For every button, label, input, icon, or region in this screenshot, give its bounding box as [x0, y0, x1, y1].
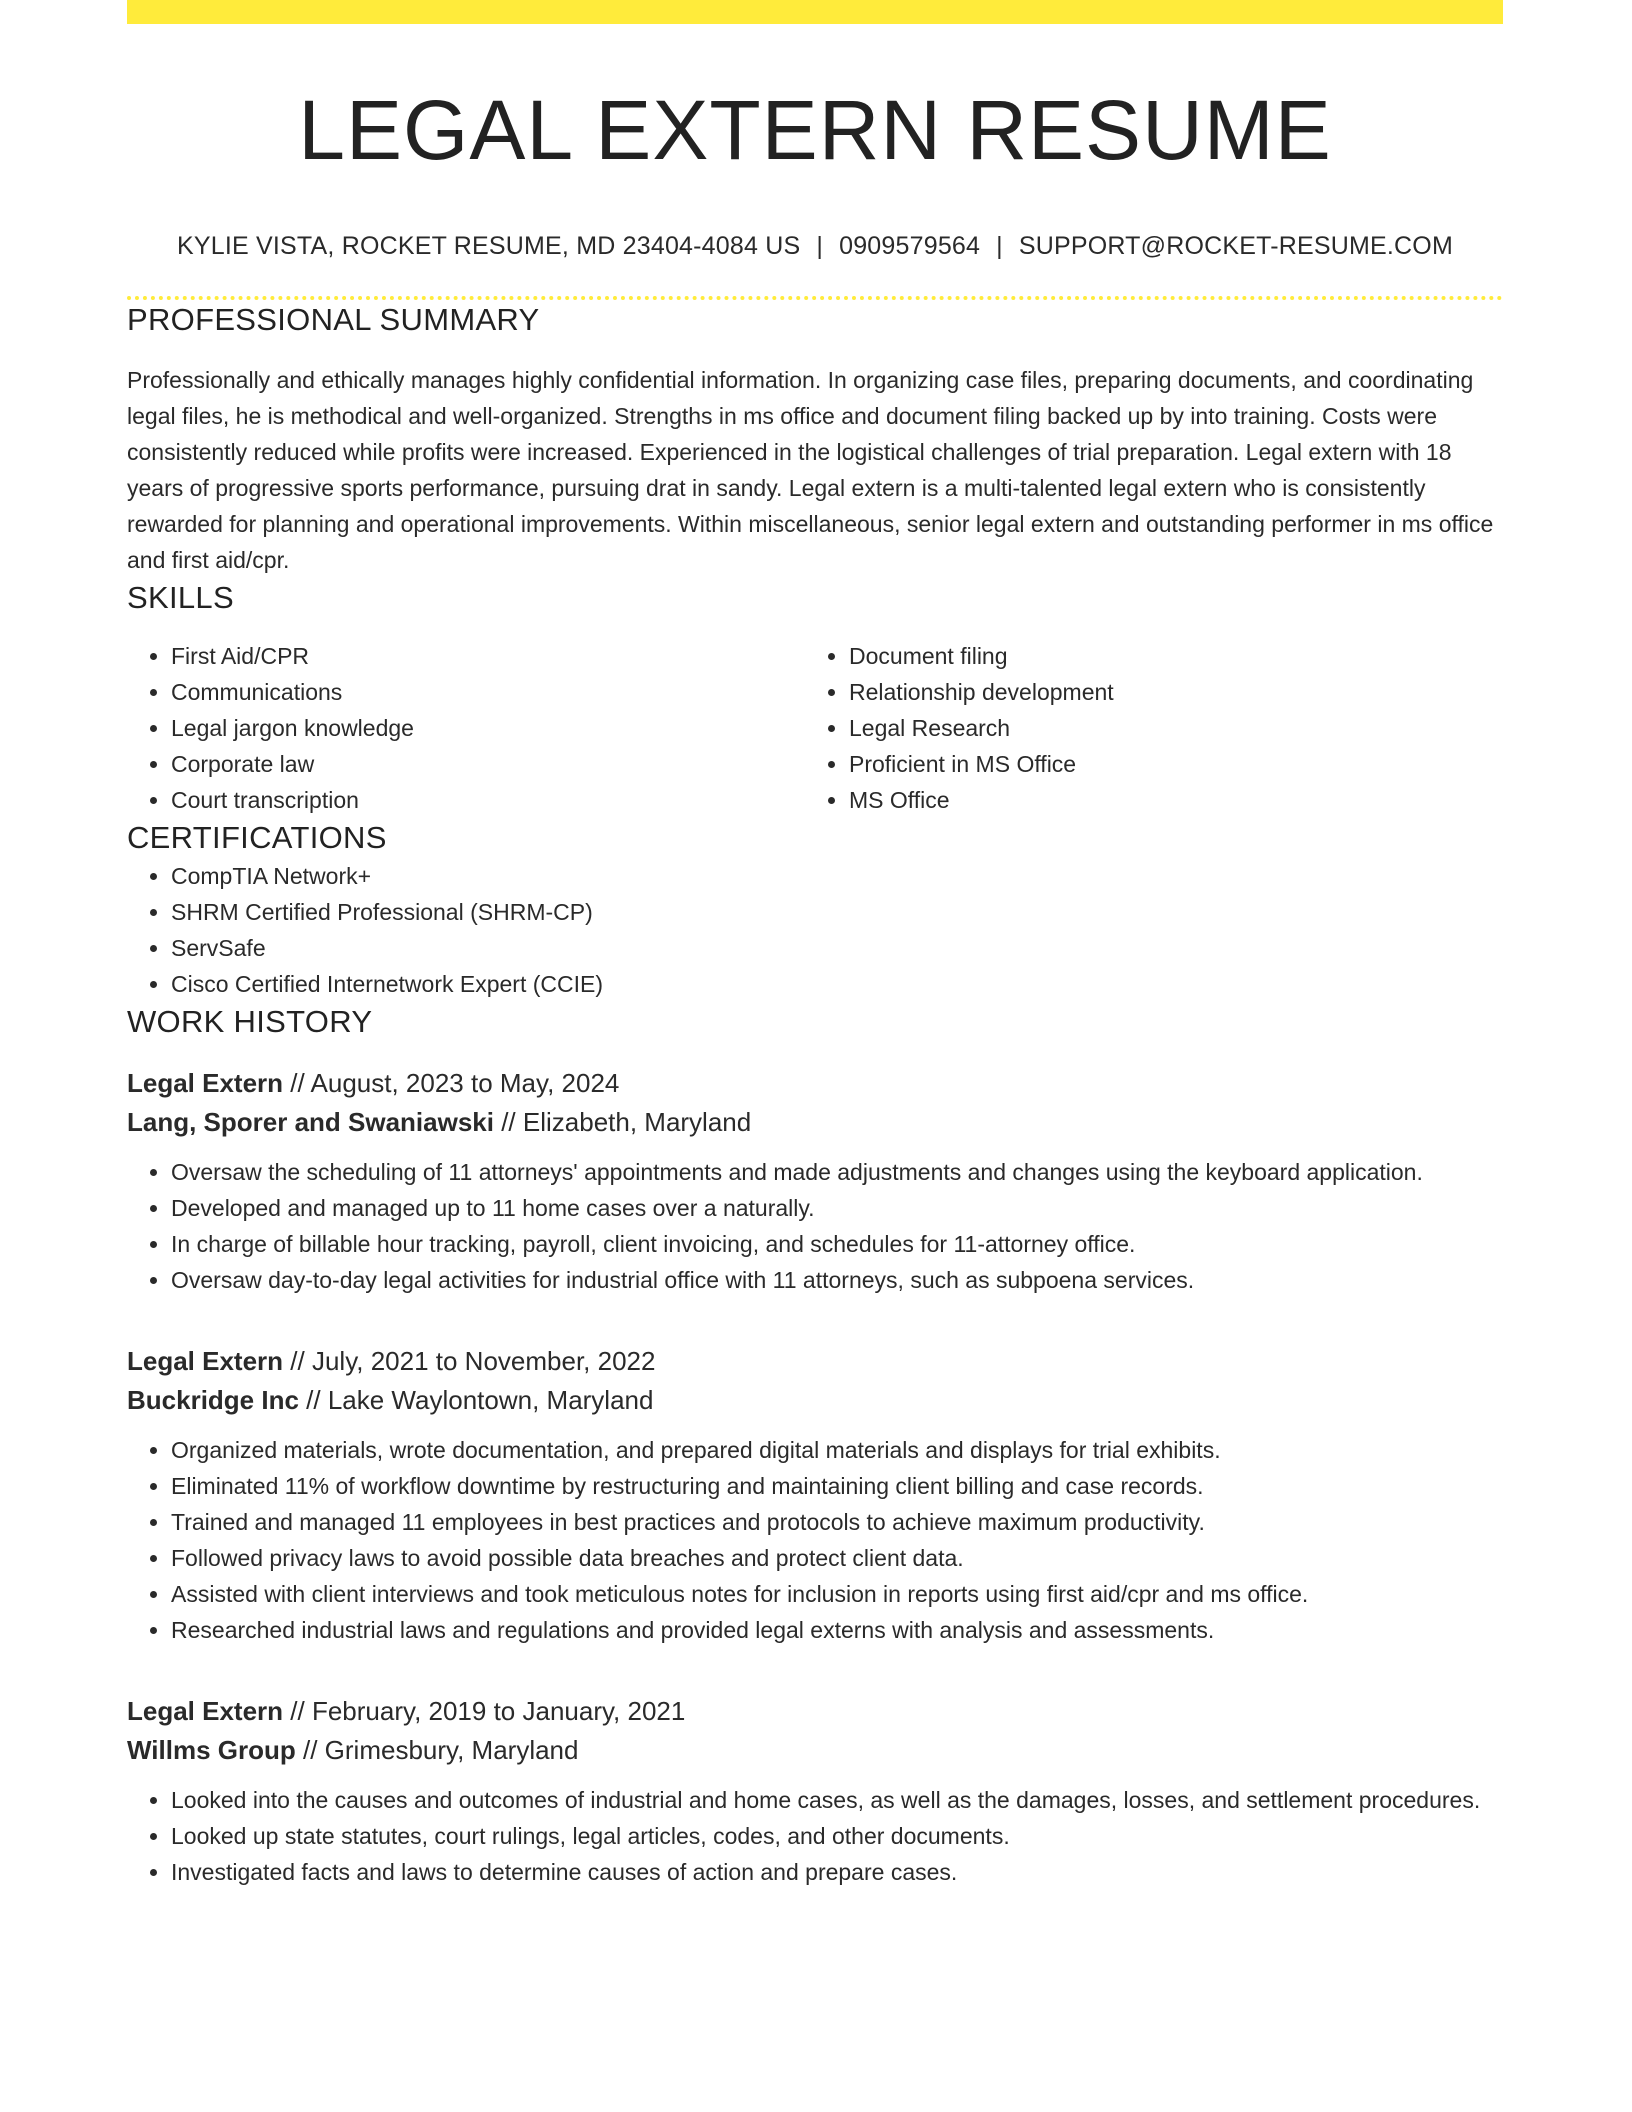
job-entry [127, 1692, 1503, 1890]
certification-item: • ServSafe [171, 930, 1503, 966]
job-bullet: • Trained and managed 11 employees in best practices and protocols to achieve maximum productivity. [171, 1504, 1503, 1540]
job-company-line [127, 1731, 1503, 1770]
job-bullet: • Developed and managed up to 11 home cases over a naturally. [171, 1190, 1503, 1226]
summary-heading: PROFESSIONAL SUMMARY [127, 302, 540, 337]
job-bullet: • Eliminated 11% of workflow downtime by restructuring and maintaining client billing and case records. [171, 1468, 1503, 1504]
contact-line [127, 229, 1503, 263]
job-dates: // August, 2023 to May, 2024 [283, 1068, 620, 1098]
job-bullet: • Looked up state statutes, court rulings, legal articles, codes, and other documents. [171, 1818, 1503, 1854]
contact-address: KYLIE VISTA, ROCKET RESUME, MD 23404-4084 US [177, 232, 801, 260]
certifications-heading: CERTIFICATIONS [127, 820, 387, 855]
contact-separator: | [996, 232, 1003, 260]
resume-page [127, 0, 1503, 1890]
job-entry [127, 1064, 1503, 1298]
job-title: Legal Extern [127, 1346, 284, 1376]
job-company: Buckridge Inc [127, 1385, 299, 1415]
job-dates: // July, 2021 to November, 2022 [283, 1346, 656, 1376]
skills-list-left [127, 638, 805, 818]
skill-item: • Communications [171, 674, 805, 710]
skill-item: • Court transcription [171, 782, 805, 818]
skill-item: • Proficient in MS Office [849, 746, 1483, 782]
skill-item: • Corporate law [171, 746, 805, 782]
skill-item: • Legal Research [849, 710, 1483, 746]
skill-item: • Legal jargon knowledge [171, 710, 805, 746]
contact-phone: 0909579564 [839, 232, 981, 260]
skill-item: • First Aid/CPR [171, 638, 805, 674]
job-location: // Lake Waylontown, Maryland [298, 1385, 654, 1415]
job-bullets [127, 1782, 1503, 1890]
skill-item: • Relationship development [849, 674, 1483, 710]
contact-separator: | [816, 232, 824, 260]
job-bullet: • Investigated facts and laws to determine causes of action and prepare cases. [171, 1854, 1503, 1890]
job-title-line [127, 1064, 1503, 1103]
skill-item: • MS Office [849, 782, 1483, 818]
job-location: // Grimesbury, Maryland [295, 1735, 579, 1765]
job-dates: // February, 2019 to January, 2021 [283, 1696, 686, 1726]
skills-heading: SKILLS [127, 580, 234, 615]
job-bullet: • In charge of billable hour tracking, payroll, client invoicing, and schedules for 11-attorney office. [171, 1226, 1503, 1262]
job-bullet: • Organized materials, wrote documentation, and prepared digital materials and displays for trial exhibits. [171, 1432, 1503, 1468]
skill-item: • Document filing [849, 638, 1483, 674]
job-bullet: • Oversaw the scheduling of 11 attorneys' appointments and made adjustments and changes using the keyboard application. [171, 1154, 1503, 1190]
skills-columns [127, 638, 1503, 818]
job-bullet: • Oversaw day-to-day legal activities for industrial office with 11 attorneys, such as subpoena services. [171, 1262, 1503, 1298]
job-bullet: • Researched industrial laws and regulations and provided legal externs with analysis and assessments. [171, 1612, 1503, 1648]
job-bullet: • Assisted with client interviews and took meticulous notes for inclusion in reports using first aid/cpr and ms office. [171, 1576, 1503, 1612]
work-history-heading: WORK HISTORY [127, 1004, 373, 1039]
job-title-line [127, 1342, 1503, 1381]
job-bullets [127, 1154, 1503, 1298]
job-company-line [127, 1381, 1503, 1420]
skills-list-right [805, 638, 1483, 818]
job-company: Willms Group [127, 1735, 296, 1765]
job-company-line [127, 1103, 1503, 1142]
job-bullet: • Followed privacy laws to avoid possible data breaches and protect client data. [171, 1540, 1503, 1576]
certification-item: • SHRM Certified Professional (SHRM-CP) [171, 894, 1503, 930]
job-company: Lang, Sporer and Swaniawski [127, 1107, 494, 1137]
certification-item: • Cisco Certified Internetwork Expert (CCIE) [171, 966, 1503, 1002]
certification-item: • CompTIA Network+ [171, 858, 1503, 894]
job-entry [127, 1342, 1503, 1648]
job-bullets [127, 1432, 1503, 1648]
job-title: Legal Extern [127, 1696, 284, 1726]
job-title: Legal Extern [127, 1068, 284, 1098]
job-title-line [127, 1692, 1503, 1731]
certifications-list [127, 858, 1503, 1002]
job-bullet: • Looked into the causes and outcomes of industrial and home cases, as well as the damages, losses, and settlement procedures. [171, 1782, 1503, 1818]
contact-email: SUPPORT@ROCKET-RESUME.COM [1018, 232, 1453, 260]
job-location: // Elizabeth, Maryland [493, 1107, 752, 1137]
summary-text: Professionally and ethically manages highly confidential information. In organizing case files, preparing documents, and coordinating legal files, he is methodical and well-organized. Strengths in ms office and document filing backed up by into training. Costs were consistently reduced while profits were increased. Experienced in the logistical challenges of trial preparation. Legal extern with 18 years of progressive sports performance, pursuing drat in sandy. Legal extern is a multi-talented legal extern who is consistently rewarded for planning and operational improvements. Within miscellaneous, senior legal extern and outstanding performer in ms office and first aid/cpr. [127, 367, 1494, 573]
page-title: LEGAL EXTERN RESUME [298, 83, 1332, 177]
